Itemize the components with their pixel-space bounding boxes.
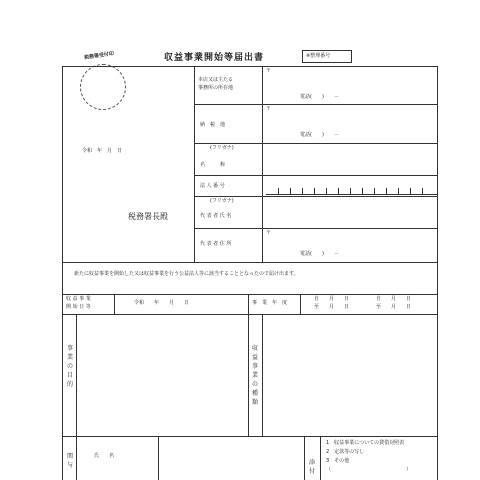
daihyousha-phone[interactable]: 電話( ) － <box>300 251 339 257</box>
nozeichi-phone[interactable]: 電話( ) － <box>300 132 339 138</box>
nozeichi-postal-mark: 〒 <box>266 106 272 112</box>
year-to-2[interactable]: 至 月 日 <box>376 304 412 310</box>
attach-item-4[interactable]: （ ） <box>326 467 412 473</box>
nozeichi-label: 納 税 地 <box>200 122 226 128</box>
kind-label: 収益事業の種類 <box>251 345 258 406</box>
start-date[interactable]: 令和 年 月 日 <box>134 300 190 306</box>
start-label-1: 収 益 事 業 <box>66 296 91 302</box>
attach-label: 添付 <box>308 459 315 475</box>
form-title: 収益事業開始等届出書 <box>164 53 265 63</box>
year-to-1[interactable]: 至 月 日 <box>314 304 350 310</box>
business-year-label: 事 業 年 度 <box>252 300 288 306</box>
kind-field[interactable] <box>266 318 434 432</box>
honten-label-1: 本店又は主たる <box>198 77 234 83</box>
purpose-field[interactable] <box>80 318 244 432</box>
meisho-label: 名 称 <box>200 162 226 168</box>
daihyousha-juusho-label: 代 表 者 住 所 <box>200 241 232 247</box>
year-from-2[interactable]: 自 月 日 <box>376 296 412 302</box>
purpose-label: 事業の目的 <box>66 345 73 388</box>
honten-label-2: 事務所の所在地 <box>198 85 234 91</box>
date-line: 令和 年 月 日 <box>82 148 123 154</box>
attach-item-3: 3 その他 <box>326 458 350 464</box>
start-label-2: 開 始 日 等 <box>66 304 91 310</box>
houjin-bangou-label: 法 人 番 号 <box>200 183 225 189</box>
reception-stamp-label: 税務署受付印 <box>83 50 115 62</box>
honten-phone[interactable]: 電話( ) － <box>300 94 339 100</box>
daihyousha-postal-mark: 〒 <box>266 230 272 236</box>
notice-text: 新たに収益事業を開始した又は収益事業を行う公益法人等に該当することとなったので届け出ます。 <box>74 271 299 277</box>
addressee: 税務署長殿 <box>128 212 168 221</box>
shimei-label: 氏 名 <box>94 453 115 459</box>
reception-stamp-circle <box>80 64 126 110</box>
attach-item-2: 2 定款等の写し <box>326 449 365 455</box>
attach-item-1: 1 収益事業についての貸借対照表 <box>326 440 405 446</box>
year-from-1[interactable]: 自 月 日 <box>314 296 350 302</box>
meisho-furigana: (フリガナ) <box>210 145 234 151</box>
bottom-left-label: 関与 <box>66 453 73 469</box>
daihyousha-furigana: (フリガナ) <box>210 198 234 204</box>
seiri-number-label: ※整理番号 <box>306 53 331 59</box>
honten-postal-mark: 〒 <box>266 68 272 74</box>
daihyousha-shimei-label: 代 表 者 氏 名 <box>200 213 232 219</box>
